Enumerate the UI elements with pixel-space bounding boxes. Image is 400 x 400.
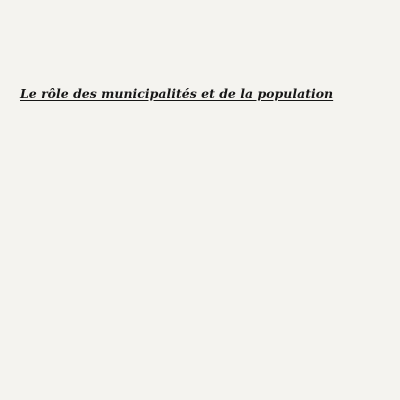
body-paragraph-5 bbox=[12, 60, 392, 68]
body-paragraph-4 bbox=[12, 49, 392, 57]
body-paragraph-12 bbox=[12, 163, 392, 171]
body-paragraph-3 bbox=[12, 38, 392, 46]
body-paragraph-6 bbox=[12, 72, 392, 80]
body-paragraph-9 bbox=[12, 129, 392, 137]
body-paragraph-1 bbox=[12, 15, 392, 23]
body-paragraph-11 bbox=[12, 151, 392, 159]
body-paragraph-7 bbox=[12, 106, 392, 114]
section-heading: Le rôle des municipalités et de la population bbox=[20, 86, 334, 102]
intro-paragraph bbox=[12, 4, 392, 12]
body-paragraph-8 bbox=[12, 117, 392, 125]
body-paragraph-10 bbox=[12, 140, 392, 148]
body-paragraph-2 bbox=[12, 27, 392, 35]
